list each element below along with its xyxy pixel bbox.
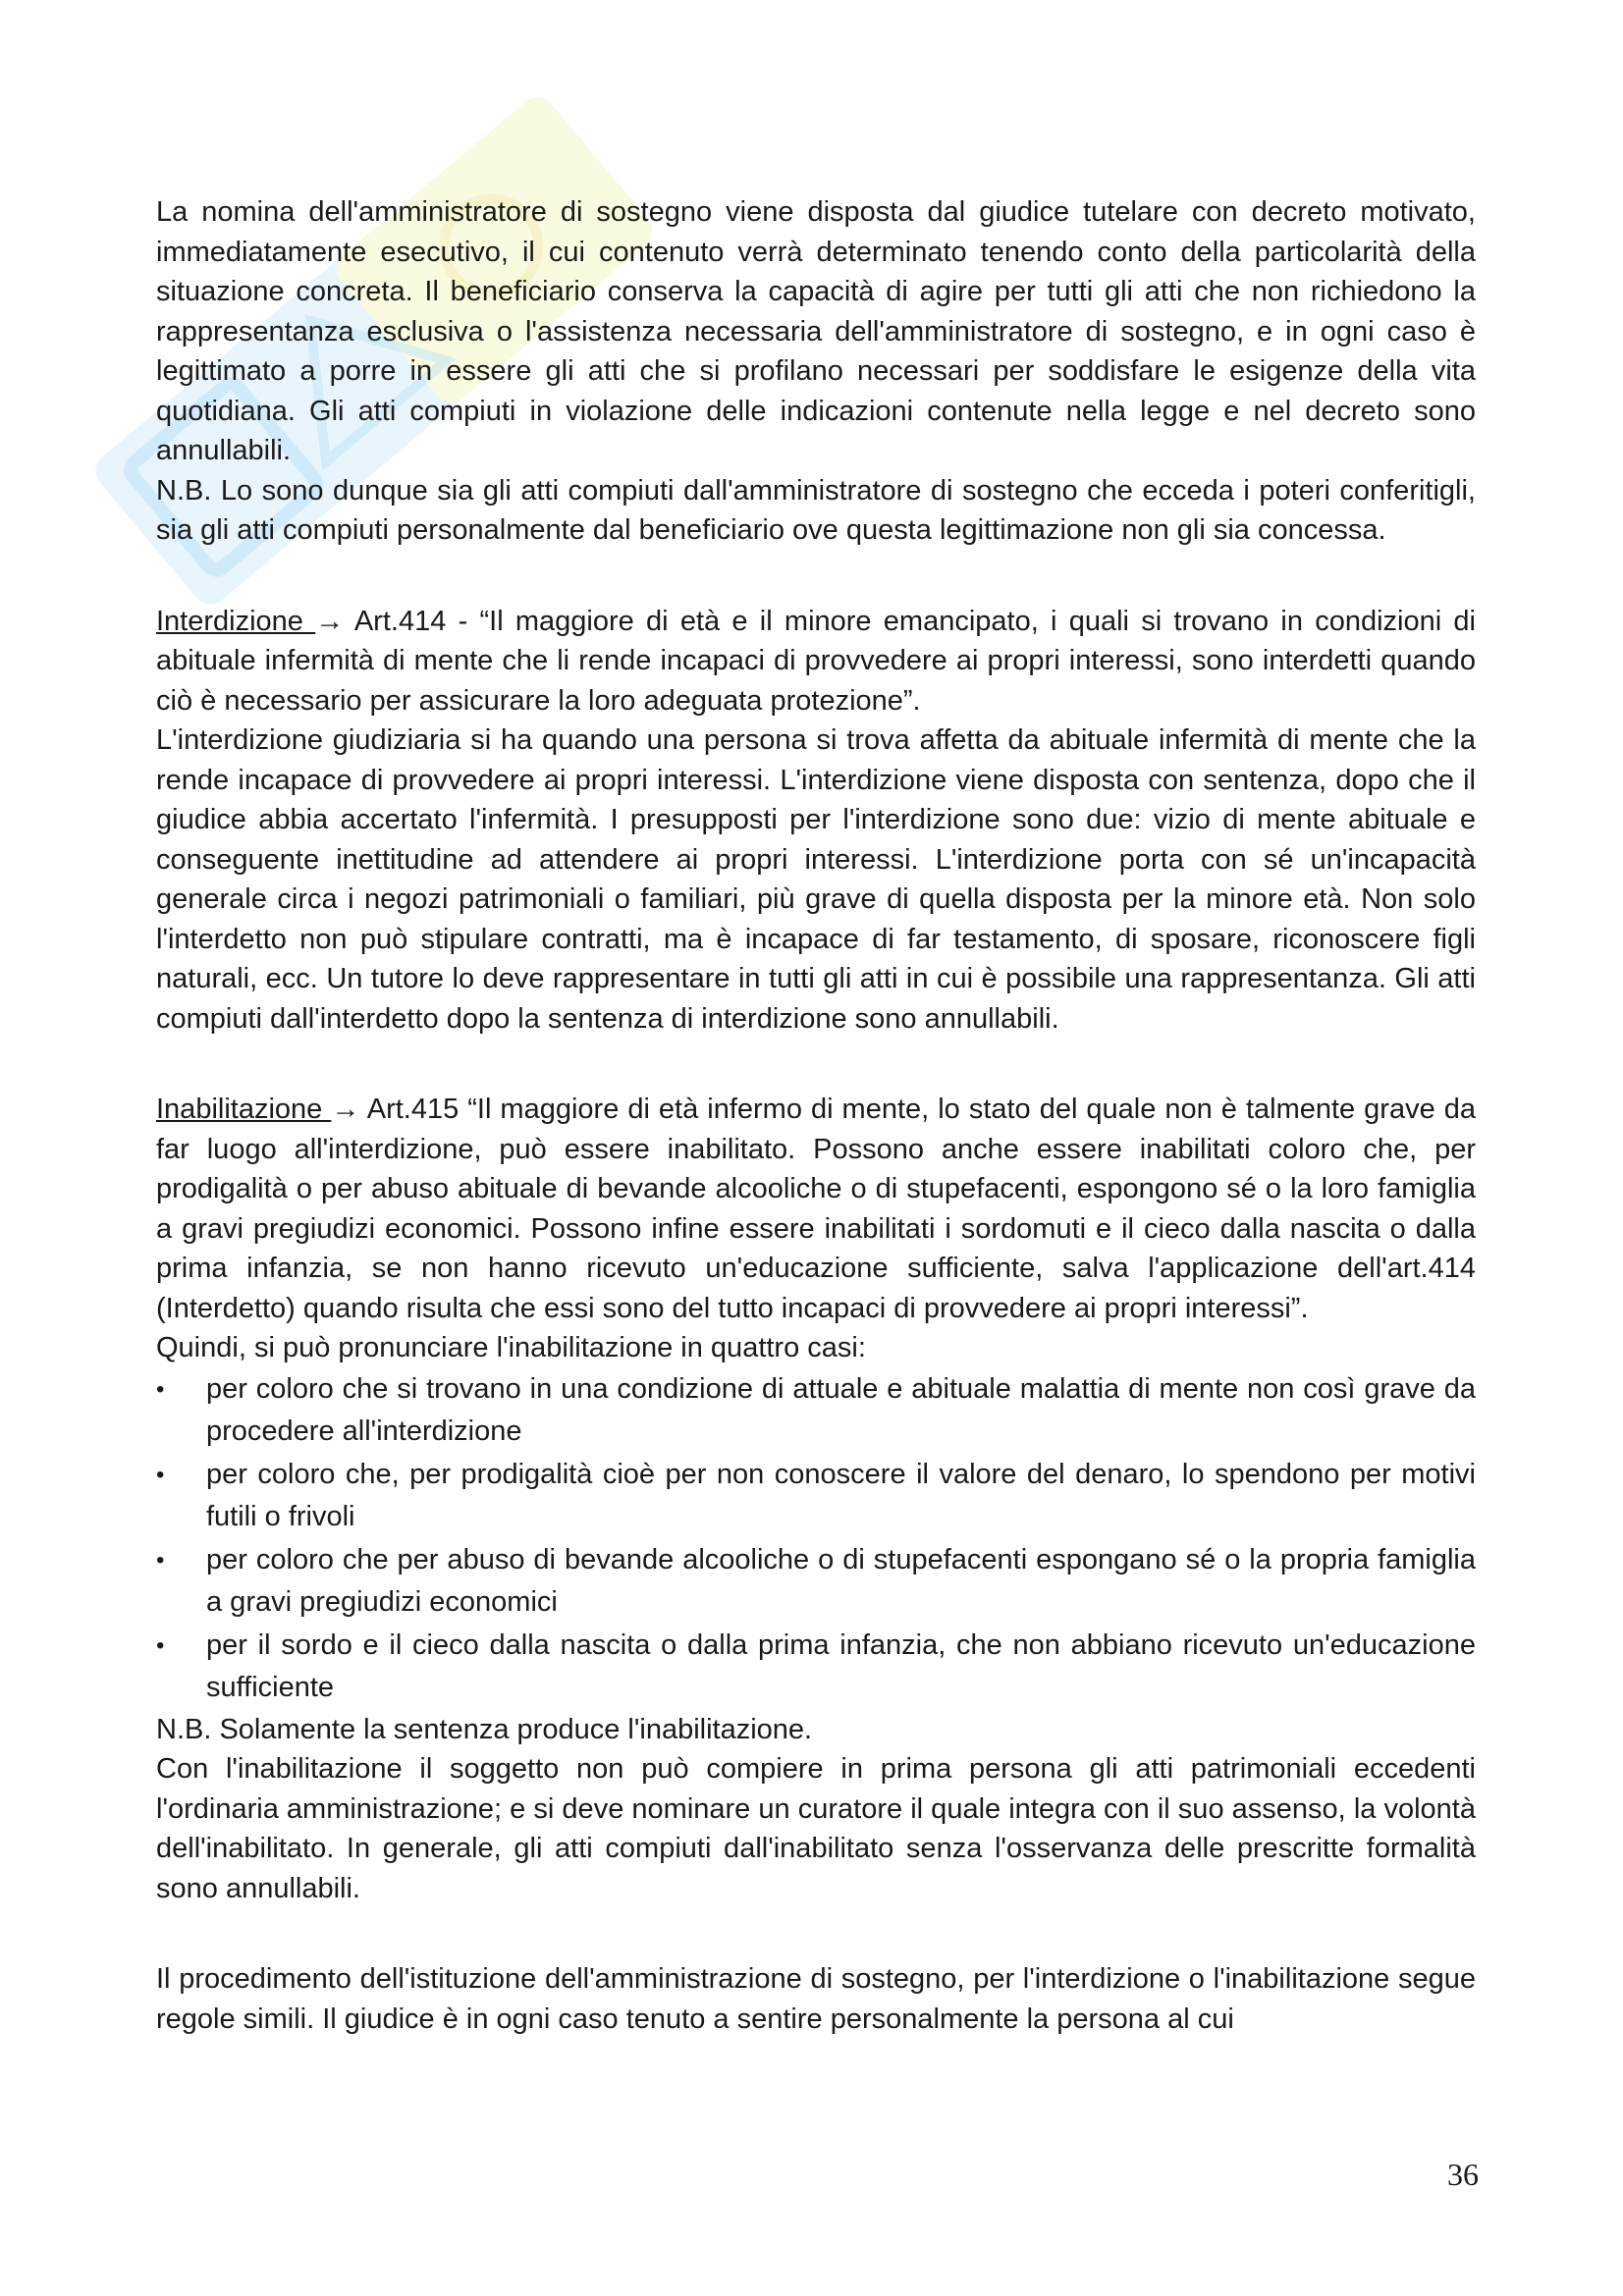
arrow-icon: → bbox=[315, 605, 345, 637]
list-item bbox=[156, 1454, 1476, 1539]
bullet-icon: • bbox=[156, 1375, 165, 1403]
inabilitazione-body: Con l'inabilitazione il soggetto non può compiere in prima persona gli atti patrimoniali eccedenti l'ordinaria amministrazione; e si deve nominare un curatore il quale integra con il suo assenso, la volontà dell'inabilitato. In generale, gli atti compiuti dall'inabilitato senza l'osservanza delle prescritte formalità sono annullabili. bbox=[156, 1753, 1476, 1904]
bullet-icon: • bbox=[156, 1631, 165, 1659]
list-item bbox=[156, 1625, 1476, 1710]
list-item bbox=[156, 1368, 1476, 1454]
procedimento-paragraph: Il procedimento dell'istituzione dell'amministrazione di sostegno, per l'interdizione o l'inabilitazione segue regole simili. Il giudice è in ogni caso tenuto a sentire personalmente la persona al cui bbox=[156, 1963, 1476, 2035]
bullet-icon: • bbox=[156, 1546, 165, 1574]
section-spacer bbox=[156, 1908, 1476, 1959]
list-item bbox=[156, 1539, 1476, 1625]
interdizione-body: L'interdizione giudiziaria si ha quando una persona si trova affetta da abituale infermità di mente che la rende incapace di provvedere ai propri interessi. L'interdizione viene disposta con sentenza, dopo che il giudice abbia accertato l'infermità. I presupposti per l'interdizione sono due: vizio di mente abituale e conseguente inettitudine ad attendere ai propri interessi. L'interdizione porta con sé un'incapacità generale circa i negozi patrimoniali o familiari, più grave di quella disposta per la minore età. Non solo l'interdetto non può stipulare contratti, ma è incapace di far testamento, di sposare, riconoscere figli naturali, ecc. Un tutore lo deve rappresentare in tutti gli atti in cui è possibile una rappresentanza. Gli atti compiuti dall'interdetto dopo la sentenza di interdizione sono annullabili. bbox=[156, 724, 1476, 1035]
interdizione-heading: Interdizione bbox=[156, 605, 316, 637]
list-item-text: per il sordo e il cieco dalla nascita o dalla prima infanzia, che non abbiano ricevuto un'educazione sufficiente bbox=[206, 1629, 1476, 1703]
inabilitazione-definition bbox=[156, 1090, 1476, 1328]
paragraph-amministratore-sostegno: La nomina dell'amministratore di sostegno viene disposta dal giudice tutelare con decreto motivato, immediatamente esecutivo, il cui contenuto verrà determinato tenendo conto della particolarità della situazione concreta. Il beneficiario conserva la capacità di agire per tutti gli atti che non richiedono la rappresentanza esclusiva o l'assistenza necessaria dell'amministratore di sostegno, e in ogni caso è legittimato a porre in essere gli atti che si profilano necessari per soddisfare le esigenze della vita quotidiana. Gli atti compiuti in violazione delle indicazioni contenute nella legge e nel decreto sono annullabili. bbox=[156, 196, 1476, 466]
list-item-text: per coloro che si trovano in una condizione di attuale e abituale malattia di mente non così grave da procedere all'interdizione bbox=[206, 1372, 1476, 1447]
inabilitazione-cases-list bbox=[156, 1368, 1476, 1710]
interdizione-quote: Art.414 - “Il maggiore di età e il minore emancipato, i quali si trovano in condizioni di abituale infermità di mente che li rende incapaci di provvedere ai propri interessi, sono interdetti quando ciò è necessario per assicurare la loro adeguata protezione”. bbox=[156, 605, 1476, 717]
list-item-text: per coloro che, per prodigalità cioè per non conoscere il valore del denaro, lo spendono per motivi futili o frivoli bbox=[206, 1458, 1476, 1532]
section-spacer bbox=[156, 1039, 1476, 1090]
page-number: 36 bbox=[1447, 2157, 1479, 2192]
document-body bbox=[156, 192, 1476, 2039]
bullet-icon: • bbox=[156, 1461, 165, 1488]
list-item-text: per coloro che per abuso di bevande alcooliche o di stupefacenti espongano sé o la propria famiglia a gravi pregiudizi economici bbox=[206, 1543, 1476, 1618]
interdizione-definition bbox=[156, 602, 1476, 721]
arrow-icon: → bbox=[331, 1094, 360, 1125]
paragraph-nb-annullabili: N.B. Lo sono dunque sia gli atti compiuti dall'amministratore di sostegno che ecceda i poteri conferitigli, sia gli atti compiuti personalmente dal beneficiario ove questa legittimazione non gli sia concessa. bbox=[156, 474, 1476, 546]
inabilitazione-note: N.B. Solamente la sentenza produce l'inabilitazione. bbox=[156, 1713, 813, 1745]
inabilitazione-intro: Quindi, si può pronunciare l'inabilitazione in quattro casi: bbox=[156, 1332, 866, 1363]
inabilitazione-quote: Art.415 “Il maggiore di età infermo di mente, lo stato del quale non è talmente grave da far luogo all'interdizione, può essere inabilitato. Possono anche essere inabilitati coloro che, per prodigalità o per abuso abituale di bevande alcooliche o di stupefacenti, espongono sé o la loro famiglia a gravi pregiudizi economici. Possono infine essere inabilitati i sordomuti e il cieco dalla nascita o dalla prima infanzia, se non hanno ricevuto un'educazione sufficiente, salva l'applicazione dell'art.414 (Interdetto) quando risulta che essi sono del tutto incapaci di provvedere ai propri interessi”. bbox=[156, 1094, 1476, 1324]
inabilitazione-heading: Inabilitazione bbox=[156, 1094, 332, 1125]
section-spacer bbox=[156, 551, 1476, 602]
